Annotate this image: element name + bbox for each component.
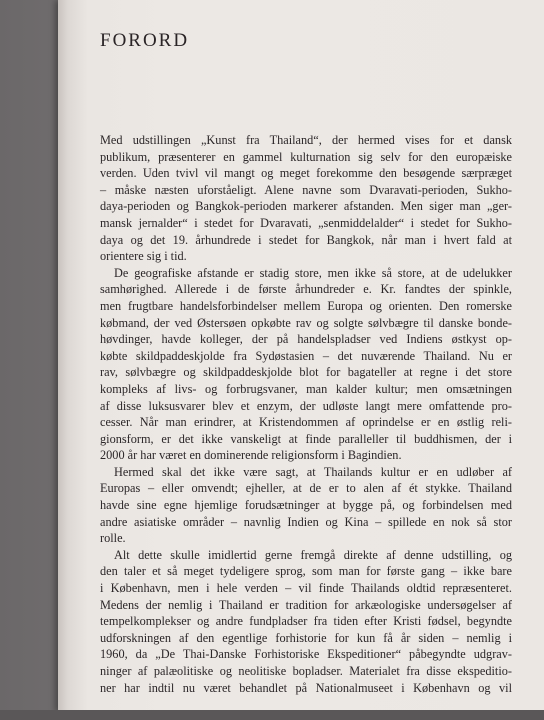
text-line: mansk jernalder“ i stedet for Dvaravati, „senmiddelalder“ i stedet for Sukho- (100, 215, 512, 230)
body-text (100, 132, 512, 696)
text-line: høvdinger, havde kolleger, der på handelspladser ved Indiens østkyst op- (100, 332, 512, 347)
paragraph (100, 132, 512, 265)
text-line: af disse luksusvarer blev et enzym, der udløste langt mere omfattende pro- (100, 398, 512, 413)
text-line: Europas – eller omvendt; ejheller, at de er to alen af ét stykke. Thailand (100, 481, 512, 496)
text-line: verden. Uden tvivl vil mangt og meget forekomme den besøgende særpræget (100, 166, 512, 181)
text-line: daya-perioden og Bangkok-perioden markerer afstanden. Men siger man „ger- (100, 199, 512, 214)
text-line: rolle. (100, 531, 126, 546)
paragraph (100, 547, 512, 696)
text-line: rav, sølvbægre og skildpaddeskjolde blot for bagateller at regne i det store (100, 365, 512, 380)
text-line: orientere sig i tid. (100, 249, 187, 264)
text-line: ner har indtil nu været behandlet på Nationalmuseet i København og vil (100, 680, 512, 695)
text-line: havde sine egne hjemlige forudsætninger at bygge på, og forbindelsen med (100, 498, 512, 513)
text-line: andre asiatiske områder – navnlig Indien og Kina – spillede en nok så stor (100, 514, 512, 529)
paragraph (100, 464, 512, 547)
text-line: publikum, præsenterer en gammel kulturnation sig selv for den europæiske (100, 149, 512, 164)
text-line: De geografiske afstande er stadig store, men ikke så store, at de udelukker (114, 265, 512, 280)
text-line: Medens der nemlig i Thailand er tradition for arkæologiske undersøgelser af (100, 597, 512, 612)
text-line: men frugtbare handelsforbindelser mellem Europa og orienten. Den romerske (100, 298, 512, 313)
page-heading: FORORD (100, 30, 190, 51)
text-line: købte skildpaddeskjolde fra Sydøstasien – det nuværende Thailand. Nu er (100, 348, 512, 363)
text-line: 2000 år har været en dominerende religionsform i Bagindien. (100, 448, 402, 463)
text-line: Alt dette skulle imidlertid gerne fremgå direkte af denne udstilling, og (114, 547, 512, 562)
text-line: den taler et så meget tydeligere sprog, som man for første gang – ikke bare (100, 564, 512, 579)
text-line: daya og det 19. århundrede i stedet for Bangkok, når man i hvert fald at (100, 232, 512, 247)
text-line: cesser. Når man erindrer, at Kristendommen af oprindelse er en østlig reli- (100, 415, 512, 430)
text-line: tempelkomplekser og andre fundpladser fra tiden efter Kristi fødsel, begyndte (100, 614, 512, 629)
text-line: udforskningen af den egentlige forhistorie for kun få år siden – nemlig i (100, 630, 512, 645)
text-line: ninger af palæolitiske og neolitiske bopladser. Materialet fra disse ekspeditio- (100, 664, 512, 678)
text-line: samhørighed. Allerede i de første århundreder e. Kr. fandtes der spinkle, (100, 282, 512, 297)
text-line: kompleks af livs- og forbrugsvaner, man kalder kultur; men omsætningen (100, 381, 512, 396)
text-line: Hermed skal det ikke være sagt, at Thailands kultur er en udløber af (114, 464, 512, 479)
text-line: købmand, der ved Østersøen opkøbte rav og solgte sølvbægre til danske bonde- (100, 315, 512, 330)
text-line: gionsform, er det ikke vanskeligt at finde paralleller til buddhismen, der i (100, 431, 512, 446)
text-line: i København, men i hele verden – vil finde Thailands oldtid repræsenteret. (100, 581, 512, 596)
page-bottom-edge (0, 710, 544, 720)
text-line: 1960, da „De Thai-Danske Forhistoriske Ekspeditioner“ påbegyndte udgrav- (100, 647, 512, 662)
text-line: – måske næsten uforståeligt. Alene navne som Dvaravati-perioden, Sukho- (100, 182, 512, 197)
text-line: Med udstillingen „Kunst fra Thailand“, der hermed vises for et dansk (100, 133, 512, 147)
paragraph (100, 265, 512, 464)
